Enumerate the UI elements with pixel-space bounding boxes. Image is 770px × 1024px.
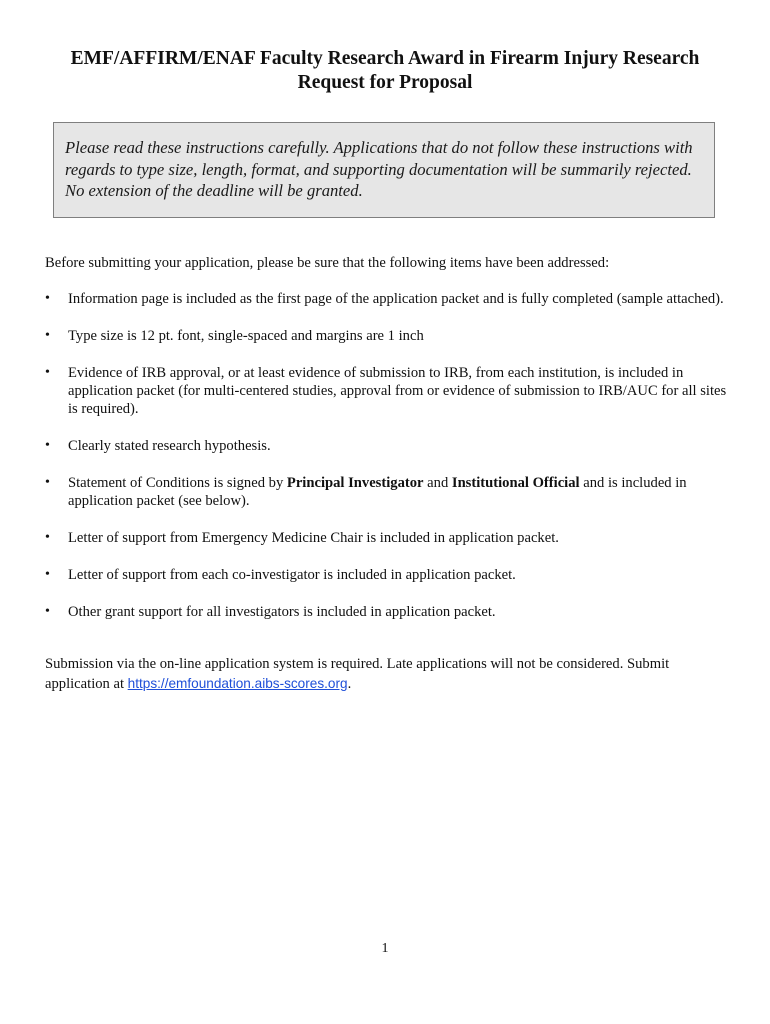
requirements-checklist	[45, 290, 735, 640]
checklist-item-text: Type size is 12 pt. font, single-spaced and margins are 1 inch	[68, 328, 424, 344]
checklist-item	[45, 290, 735, 308]
checklist-item	[45, 437, 735, 455]
checklist-item	[45, 603, 735, 621]
checklist-item	[45, 327, 735, 345]
checklist-item	[45, 566, 735, 584]
statement-suffix: and is included in application packet (see below).	[68, 475, 687, 509]
checklist-item-text	[68, 475, 687, 509]
checklist-item-text: Clearly stated research hypothesis.	[68, 438, 271, 454]
bullet-icon: •	[45, 438, 50, 453]
submission-paragraph	[45, 655, 735, 694]
bullet-icon: •	[45, 604, 50, 619]
bullet-icon: •	[45, 365, 50, 380]
bullet-icon: •	[45, 291, 50, 306]
bullet-icon: •	[45, 567, 50, 582]
bullet-icon: •	[45, 530, 50, 545]
checklist-item	[45, 364, 735, 418]
instructions-notice-box	[53, 122, 715, 218]
institutional-official-label: Institutional Official	[451, 475, 580, 491]
checklist-item-text: Evidence of IRB approval, or at least evidence of submission to IRB, from each institution, is included in application packet (for multi-centered studies, approval from or evidence of submission to IRB/AUC for all sites is required).	[68, 365, 727, 417]
application-link[interactable]: https://emfoundation.aibs-scores.org	[127, 676, 348, 691]
submission-text: Submission via the on-line application system is required. Late applications will not be considered. Submit application at	[45, 656, 670, 692]
statement-middle: and	[423, 475, 452, 491]
statement-prefix: Statement of Conditions is signed by	[68, 475, 287, 491]
page-number: 1	[381, 941, 389, 956]
title-line-2: Request for Proposal	[297, 72, 473, 93]
document-title	[40, 47, 730, 95]
checklist-item-text: Letter of support from Emergency Medicine Chair is included in application packet.	[68, 530, 559, 546]
checklist-item-text: Other grant support for all investigators is included in application packet.	[68, 604, 496, 620]
title-line-1: EMF/AFFIRM/ENAF Faculty Research Award in Firearm Injury Research	[70, 48, 700, 69]
checklist-item-text: Information page is included as the first page of the application packet and is fully completed (sample attached).	[68, 291, 724, 307]
intro-paragraph: Before submitting your application, please be sure that the following items have been addressed:	[45, 255, 610, 271]
submission-suffix: .	[347, 676, 352, 692]
principal-investigator-label: Principal Investigator	[286, 475, 424, 491]
checklist-item	[45, 474, 735, 510]
bullet-icon: •	[45, 328, 50, 343]
checklist-item-text: Letter of support from each co-investigator is included in application packet.	[68, 567, 516, 583]
checklist-item	[45, 529, 735, 547]
bullet-icon: •	[45, 475, 50, 490]
notice-text: Please read these instructions carefully. Applications that do not follow these instructions with regards to type size, length, format, and supporting documentation will be summarily rejected. No extension of the deadline will be granted.	[65, 138, 693, 200]
